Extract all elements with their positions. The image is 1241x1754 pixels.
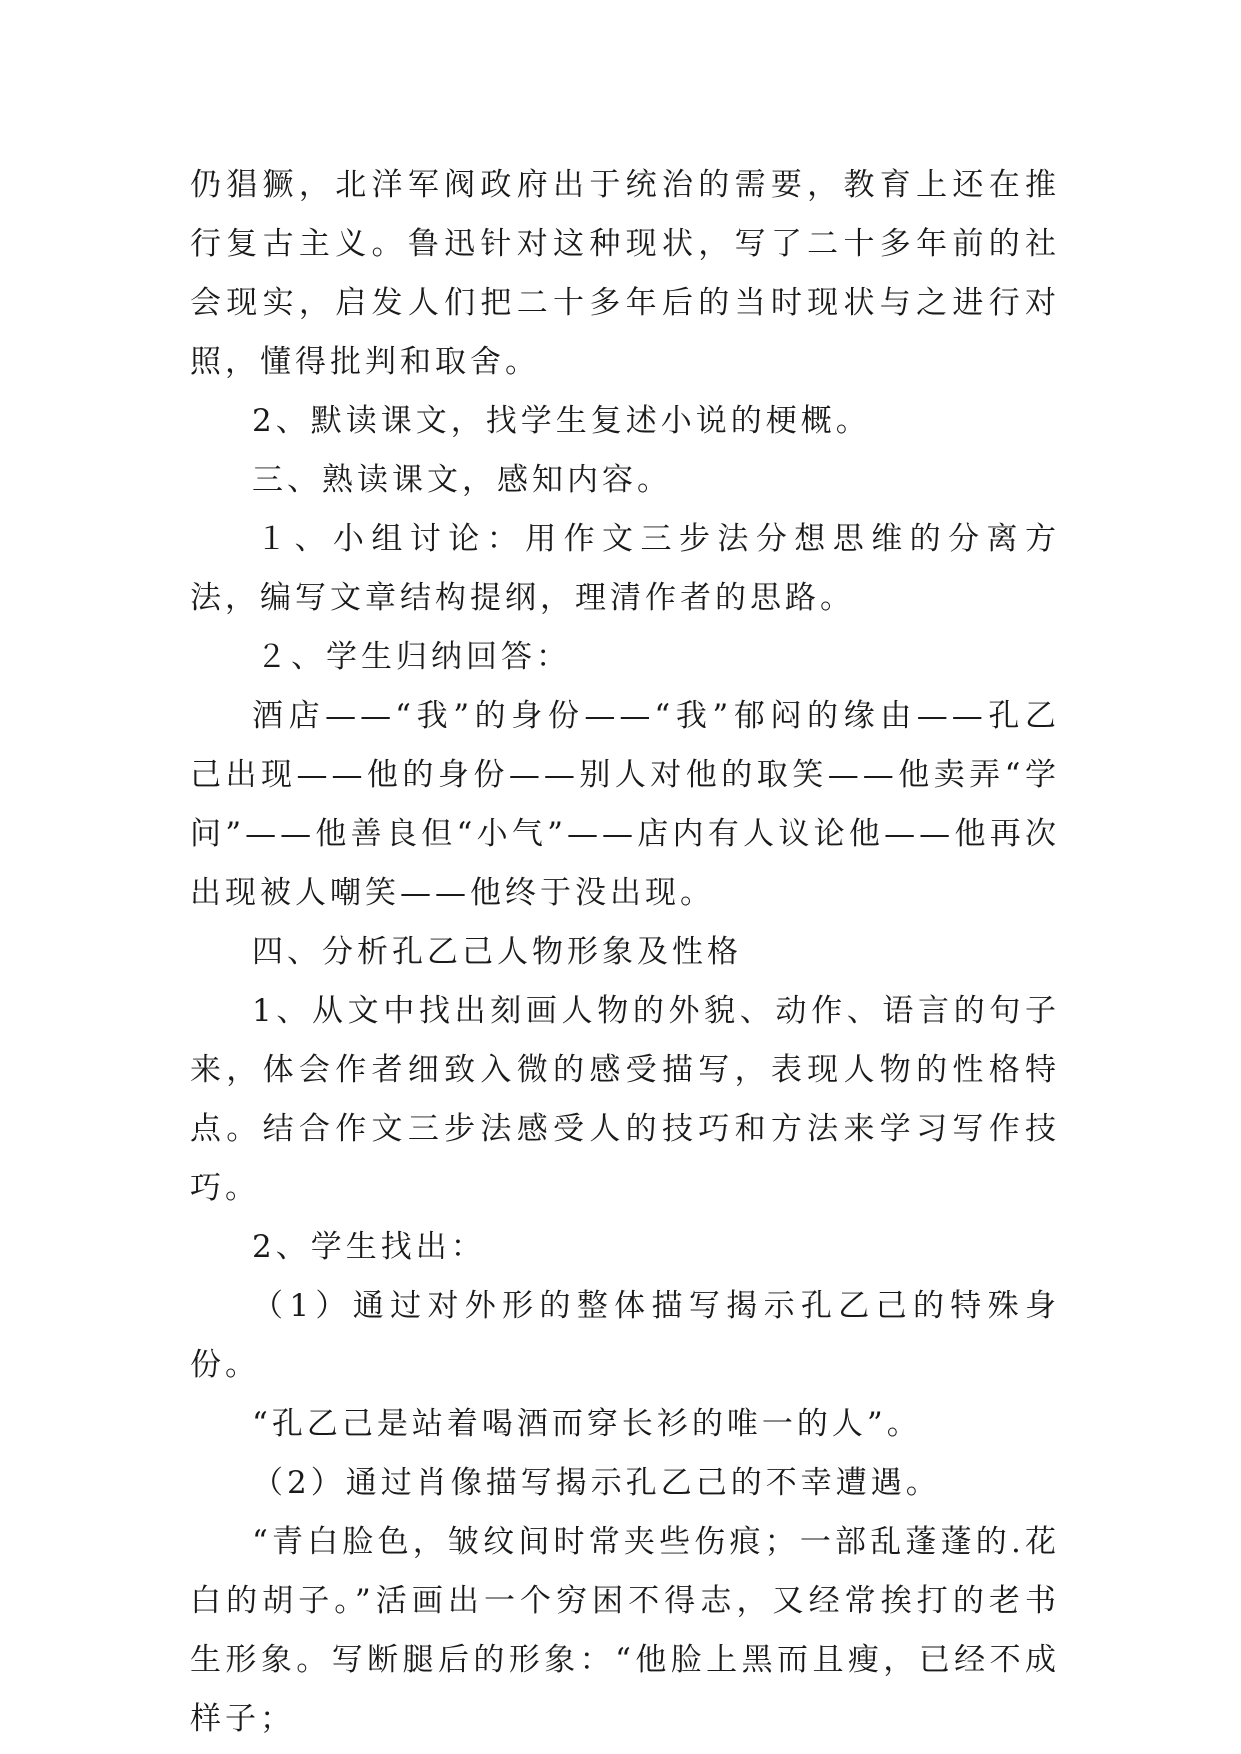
paragraph-silent-reading: 2、默读课文，找学生复述小说的梗概。 [252,403,871,439]
document-body [190,156,1060,1749]
paragraph-student-answer: ２、学生归纳回答： [256,639,571,675]
paragraph-item-1: （1）通过对外形的整体描写揭示孔乙己的特殊身份。 [190,1288,1060,1383]
paragraph-item-2: （2）通过肖像描写揭示孔乙己的不幸遭遇。 [252,1465,941,1501]
paragraph-plot-outline: 酒店——“我”的身份——“我”郁闷的缘由——孔乙己出现——他的身份——别人对他的取笑——他卖弄“学问”——他善良但“小气”——店内有人议论他——他再次出现被人嘲笑——他终于没出现。 [190,698,1060,911]
paragraph-group-discussion: １、小组讨论：用作文三步法分想思维的分离方法，编写文章结构提纲，理清作者的思路。 [190,521,1060,616]
quote-long-gown: “孔乙己是站着喝酒而穿长衫的唯一的人”。 [252,1406,922,1442]
paragraph-background: 仍猖獗，北洋军阀政府出于统治的需要，教育上还在推行复古主义。鲁迅针对这种现状，写了二十多年前的社会现实，启发人们把二十多年后的当时现状与之进行对照，懂得批判和取舍。 [190,167,1060,380]
paragraph-portrait-quote: “青白脸色，皱纹间时常夹些伤痕；一部乱蓬蓬的.花白的胡子。”活画出一个穷困不得志，又经常挨打的老书生形象。写断腿后的形象：“他脸上黑而且瘦，已经不成样子； [190,1524,1060,1737]
paragraph-students-find: 2、学生找出： [252,1229,486,1265]
heading-section-three: 三、熟读课文，感知内容。 [252,462,672,498]
paragraph-find-descriptions: 1、从文中找出刻画人物的外貌、动作、语言的句子来，体会作者细致入微的感受描写，表现人物的性格特点。结合作文三步法感受人的技巧和方法来学习写作技巧。 [190,993,1060,1206]
heading-section-four: 四、分析孔乙己人物形象及性格 [252,934,742,970]
